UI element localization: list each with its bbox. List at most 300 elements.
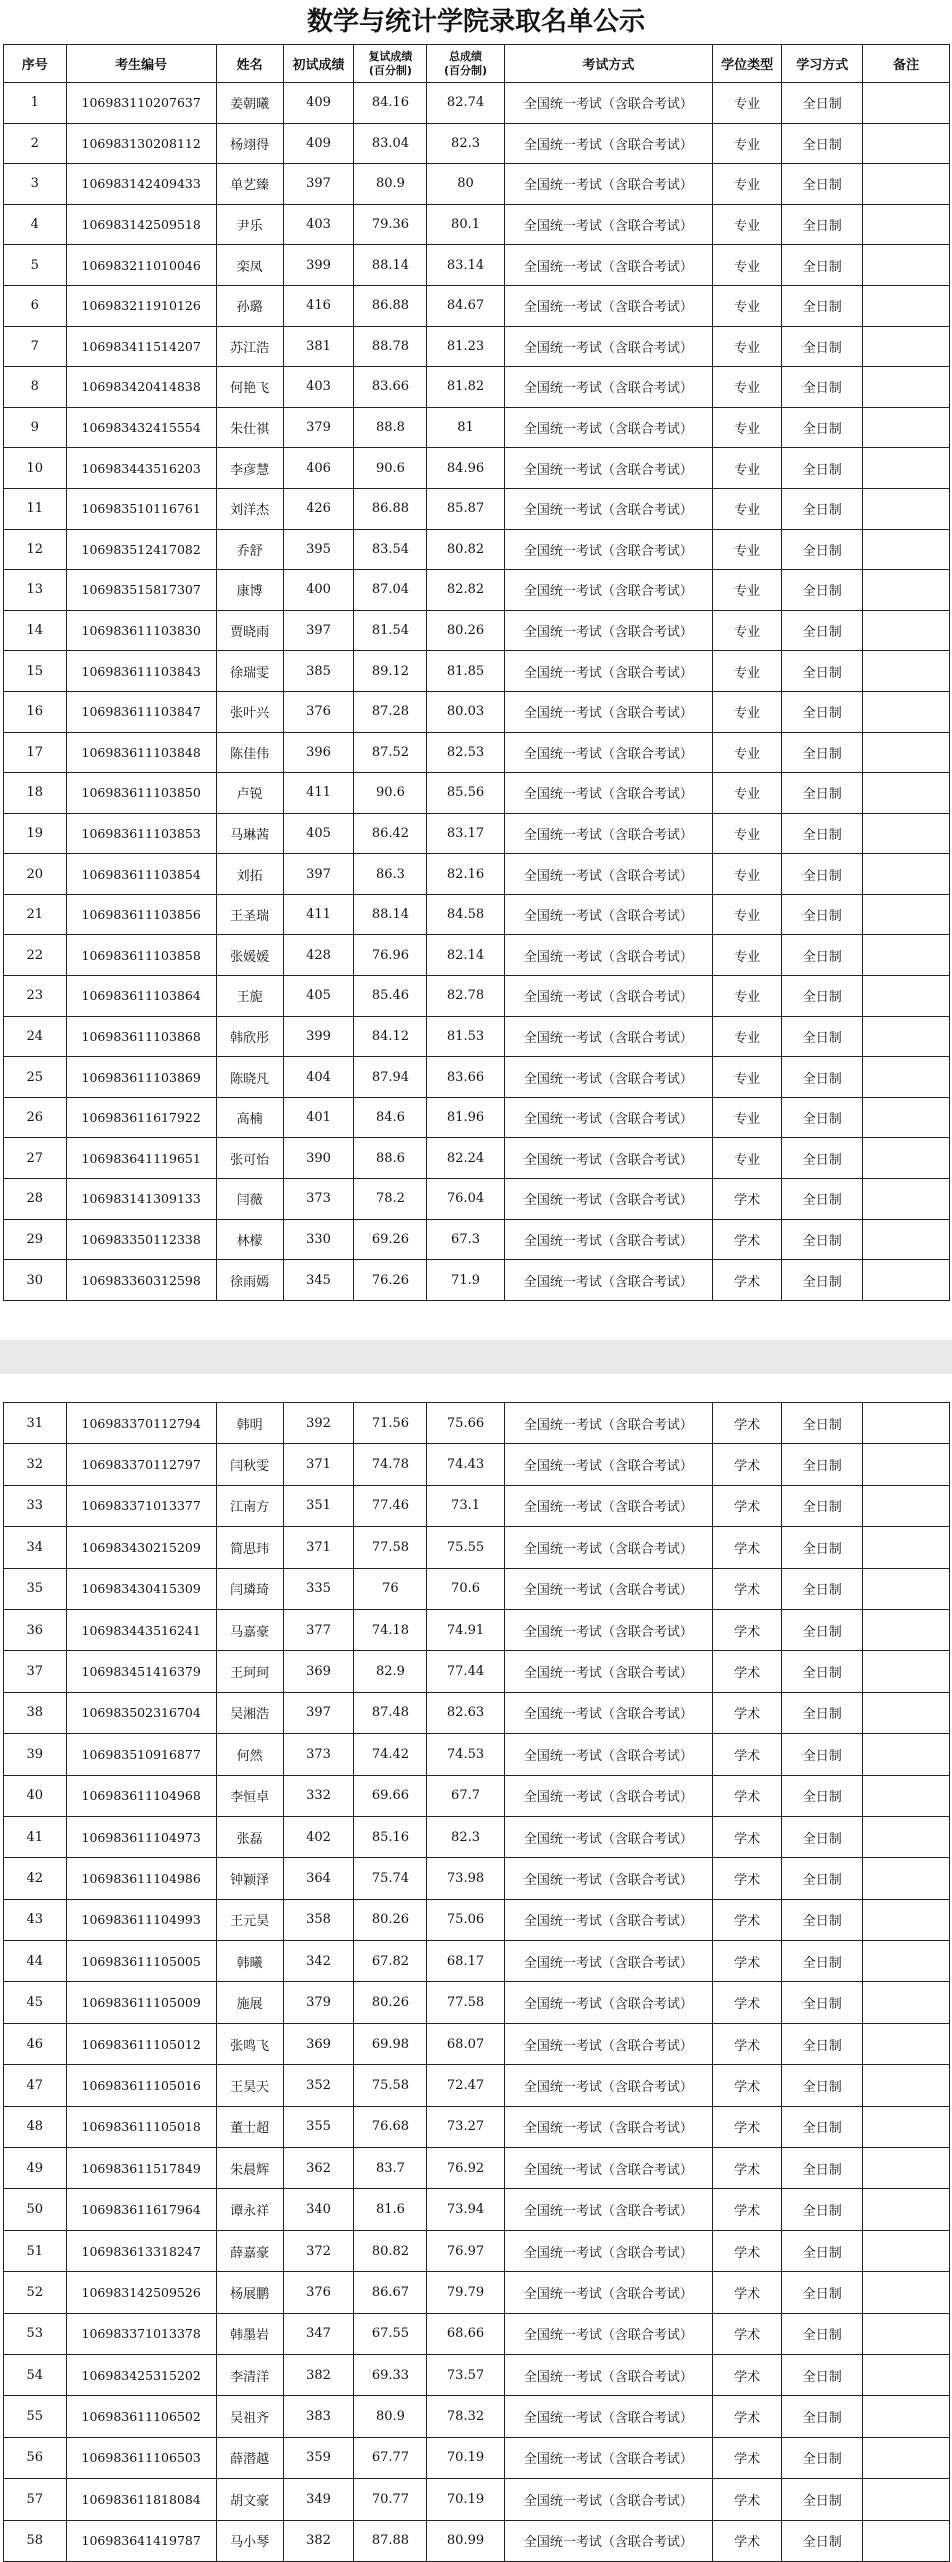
cell-exam-id: 106983443516241 bbox=[66, 1609, 216, 1650]
cell-initial-score: 330 bbox=[283, 1219, 354, 1260]
cell-retest-score: 75.74 bbox=[354, 1858, 427, 1899]
header-total-score bbox=[427, 45, 504, 83]
cell-seq: 31 bbox=[4, 1403, 67, 1444]
cell-degree-type: 学术 bbox=[713, 2354, 782, 2395]
cell-name: 陈佳伟 bbox=[216, 732, 283, 773]
cell-degree-type: 学术 bbox=[713, 1260, 782, 1301]
cell-study-mode: 全日制 bbox=[782, 1734, 863, 1775]
cell-study-mode: 全日制 bbox=[782, 2396, 863, 2437]
cell-retest-score: 67.77 bbox=[354, 2437, 427, 2478]
cell-study-mode: 全日制 bbox=[782, 732, 863, 773]
cell-retest-score: 78.2 bbox=[354, 1179, 427, 1220]
cell-initial-score: 349 bbox=[283, 2479, 354, 2520]
cell-exam-method: 全国统一考试（含联合考试） bbox=[504, 813, 713, 854]
cell-retest-score: 88.14 bbox=[354, 894, 427, 935]
cell-exam-id: 106983611105018 bbox=[66, 2106, 216, 2147]
cell-name: 李彦慧 bbox=[216, 448, 283, 489]
cell-degree-type: 学术 bbox=[713, 1219, 782, 1260]
cell-seq: 15 bbox=[4, 651, 67, 692]
cell-note bbox=[863, 2065, 950, 2106]
cell-seq: 39 bbox=[4, 1734, 67, 1775]
cell-study-mode: 全日制 bbox=[782, 1179, 863, 1220]
cell-retest-score: 76.26 bbox=[354, 1260, 427, 1301]
cell-exam-id: 106983142509518 bbox=[66, 204, 216, 245]
cell-seq: 11 bbox=[4, 488, 67, 529]
cell-exam-id: 106983611104986 bbox=[66, 1858, 216, 1899]
cell-exam-method: 全国统一考试（含联合考试） bbox=[504, 976, 713, 1017]
cell-total-score: 82.14 bbox=[427, 935, 504, 976]
cell-study-mode: 全日制 bbox=[782, 2065, 863, 2106]
cell-note bbox=[863, 2520, 950, 2561]
cell-name: 杨翊得 bbox=[216, 123, 283, 164]
cell-note bbox=[863, 1097, 950, 1138]
cell-name: 杨展鹏 bbox=[216, 2272, 283, 2313]
cell-seq: 50 bbox=[4, 2189, 67, 2230]
cell-retest-score: 67.82 bbox=[354, 1941, 427, 1982]
cell-seq: 18 bbox=[4, 773, 67, 814]
cell-initial-score: 399 bbox=[283, 1016, 354, 1057]
cell-name: 何然 bbox=[216, 1734, 283, 1775]
cell-exam-method: 全国统一考试（含联合考试） bbox=[504, 570, 713, 611]
cell-total-score: 82.24 bbox=[427, 1138, 504, 1179]
cell-total-score: 74.43 bbox=[427, 1444, 504, 1485]
cell-exam-method: 全国统一考试（含联合考试） bbox=[504, 123, 713, 164]
cell-exam-method: 全国统一考试（含联合考试） bbox=[504, 2023, 713, 2064]
cell-initial-score: 358 bbox=[283, 1899, 354, 1940]
cell-exam-method: 全国统一考试（含联合考试） bbox=[504, 1016, 713, 1057]
cell-total-score: 85.56 bbox=[427, 773, 504, 814]
cell-initial-score: 372 bbox=[283, 2230, 354, 2271]
cell-note bbox=[863, 204, 950, 245]
cell-exam-id: 106983512417082 bbox=[66, 529, 216, 570]
cell-study-mode: 全日制 bbox=[782, 813, 863, 854]
cell-total-score: 76.97 bbox=[427, 2230, 504, 2271]
cell-study-mode: 全日制 bbox=[782, 691, 863, 732]
cell-initial-score: 411 bbox=[283, 773, 354, 814]
cell-note bbox=[863, 1692, 950, 1733]
cell-name: 吴湘浩 bbox=[216, 1692, 283, 1733]
cell-study-mode: 全日制 bbox=[782, 1057, 863, 1098]
cell-note bbox=[863, 1982, 950, 2023]
cell-total-score: 82.82 bbox=[427, 570, 504, 611]
cell-degree-type: 专业 bbox=[713, 773, 782, 814]
cell-exam-id: 106983611617964 bbox=[66, 2189, 216, 2230]
cell-seq: 51 bbox=[4, 2230, 67, 2271]
cell-exam-method: 全国统一考试（含联合考试） bbox=[504, 1403, 713, 1444]
cell-note bbox=[863, 1527, 950, 1568]
cell-note bbox=[863, 1941, 950, 1982]
cell-seq: 4 bbox=[4, 204, 67, 245]
cell-retest-score: 76.68 bbox=[354, 2106, 427, 2147]
cell-exam-method: 全国统一考试（含联合考试） bbox=[504, 2479, 713, 2520]
cell-seq: 33 bbox=[4, 1485, 67, 1526]
table-row bbox=[4, 2479, 950, 2520]
cell-retest-score: 86.3 bbox=[354, 854, 427, 895]
cell-name: 苏江浩 bbox=[216, 326, 283, 367]
cell-total-score: 82.16 bbox=[427, 854, 504, 895]
cell-retest-score: 83.66 bbox=[354, 367, 427, 408]
cell-degree-type: 学术 bbox=[713, 1651, 782, 1692]
cell-name: 施展 bbox=[216, 1982, 283, 2023]
cell-retest-score: 85.46 bbox=[354, 976, 427, 1017]
cell-initial-score: 401 bbox=[283, 1097, 354, 1138]
cell-note bbox=[863, 1179, 950, 1220]
cell-note bbox=[863, 976, 950, 1017]
cell-exam-method: 全国统一考试（含联合考试） bbox=[504, 448, 713, 489]
cell-initial-score: 362 bbox=[283, 2148, 354, 2189]
cell-name: 王圣瑞 bbox=[216, 894, 283, 935]
cell-name: 吴祖齐 bbox=[216, 2396, 283, 2437]
cell-total-score: 71.9 bbox=[427, 1260, 504, 1301]
cell-initial-score: 405 bbox=[283, 976, 354, 1017]
cell-study-mode: 全日制 bbox=[782, 1444, 863, 1485]
cell-name: 尹乐 bbox=[216, 204, 283, 245]
cell-retest-score: 87.52 bbox=[354, 732, 427, 773]
cell-total-score: 82.74 bbox=[427, 83, 504, 124]
cell-name: 王昊天 bbox=[216, 2065, 283, 2106]
cell-seq: 40 bbox=[4, 1775, 67, 1816]
cell-degree-type: 专业 bbox=[713, 448, 782, 489]
cell-note bbox=[863, 1858, 950, 1899]
cell-degree-type: 学术 bbox=[713, 2023, 782, 2064]
cell-name: 栾凤 bbox=[216, 245, 283, 286]
cell-exam-id: 106983611104968 bbox=[66, 1775, 216, 1816]
header-exam-method: 考试方式 bbox=[504, 45, 713, 83]
cell-degree-type: 专业 bbox=[713, 813, 782, 854]
cell-total-score: 73.1 bbox=[427, 1485, 504, 1526]
table-row bbox=[4, 367, 950, 408]
cell-retest-score: 88.8 bbox=[354, 407, 427, 448]
cell-seq: 29 bbox=[4, 1219, 67, 1260]
cell-note bbox=[863, 2313, 950, 2354]
cell-initial-score: 403 bbox=[283, 367, 354, 408]
cell-degree-type: 学术 bbox=[713, 2230, 782, 2271]
cell-study-mode: 全日制 bbox=[782, 83, 863, 124]
cell-retest-score: 81.6 bbox=[354, 2189, 427, 2230]
cell-exam-id: 106983611617922 bbox=[66, 1097, 216, 1138]
cell-total-score: 80.03 bbox=[427, 691, 504, 732]
cell-degree-type: 学术 bbox=[713, 2106, 782, 2147]
cell-degree-type: 专业 bbox=[713, 1138, 782, 1179]
cell-seq: 56 bbox=[4, 2437, 67, 2478]
cell-exam-method: 全国统一考试（含联合考试） bbox=[504, 2354, 713, 2395]
cell-initial-score: 382 bbox=[283, 2520, 354, 2561]
cell-exam-id: 106983370112797 bbox=[66, 1444, 216, 1485]
cell-exam-method: 全国统一考试（含联合考试） bbox=[504, 2148, 713, 2189]
cell-exam-method: 全国统一考试（含联合考试） bbox=[504, 2106, 713, 2147]
cell-exam-method: 全国统一考试（含联合考试） bbox=[504, 2437, 713, 2478]
cell-study-mode: 全日制 bbox=[782, 164, 863, 205]
cell-degree-type: 学术 bbox=[713, 2189, 782, 2230]
cell-exam-method: 全国统一考试（含联合考试） bbox=[504, 773, 713, 814]
cell-name: 闫薇 bbox=[216, 1179, 283, 1220]
cell-study-mode: 全日制 bbox=[782, 2313, 863, 2354]
table-row bbox=[4, 1485, 950, 1526]
table-row bbox=[4, 1568, 950, 1609]
cell-seq: 38 bbox=[4, 1692, 67, 1733]
cell-note bbox=[863, 2272, 950, 2313]
table-row bbox=[4, 976, 950, 1017]
cell-study-mode: 全日制 bbox=[782, 854, 863, 895]
cell-total-score: 68.07 bbox=[427, 2023, 504, 2064]
cell-total-score: 84.58 bbox=[427, 894, 504, 935]
cell-total-score: 67.3 bbox=[427, 1219, 504, 1260]
cell-study-mode: 全日制 bbox=[782, 2230, 863, 2271]
cell-exam-id: 106983420414838 bbox=[66, 367, 216, 408]
table-row bbox=[4, 1444, 950, 1485]
cell-exam-id: 106983371013378 bbox=[66, 2313, 216, 2354]
cell-study-mode: 全日制 bbox=[782, 1527, 863, 1568]
cell-initial-score: 426 bbox=[283, 488, 354, 529]
cell-total-score: 70.19 bbox=[427, 2479, 504, 2520]
cell-exam-id: 106983611104993 bbox=[66, 1899, 216, 1940]
cell-seq: 52 bbox=[4, 2272, 67, 2313]
cell-total-score: 73.27 bbox=[427, 2106, 504, 2147]
cell-total-score: 68.17 bbox=[427, 1941, 504, 1982]
cell-exam-id: 106983350112338 bbox=[66, 1219, 216, 1260]
cell-exam-method: 全国统一考试（含联合考试） bbox=[504, 407, 713, 448]
cell-retest-score: 87.48 bbox=[354, 1692, 427, 1733]
table-row bbox=[4, 1734, 950, 1775]
cell-degree-type: 专业 bbox=[713, 1057, 782, 1098]
cell-note bbox=[863, 1609, 950, 1650]
cell-exam-method: 全国统一考试（含联合考试） bbox=[504, 285, 713, 326]
cell-note bbox=[863, 2230, 950, 2271]
cell-retest-score: 83.54 bbox=[354, 529, 427, 570]
cell-exam-method: 全国统一考试（含联合考试） bbox=[504, 1734, 713, 1775]
cell-study-mode: 全日制 bbox=[782, 1858, 863, 1899]
cell-total-score: 78.32 bbox=[427, 2396, 504, 2437]
cell-retest-score: 77.46 bbox=[354, 1485, 427, 1526]
cell-degree-type: 专业 bbox=[713, 732, 782, 773]
cell-exam-id: 106983611105005 bbox=[66, 1941, 216, 1982]
table-row bbox=[4, 1609, 950, 1650]
cell-retest-score: 71.56 bbox=[354, 1403, 427, 1444]
cell-degree-type: 学术 bbox=[713, 1403, 782, 1444]
cell-exam-id: 106983510916877 bbox=[66, 1734, 216, 1775]
cell-degree-type: 学术 bbox=[713, 1692, 782, 1733]
table-row bbox=[4, 854, 950, 895]
cell-study-mode: 全日制 bbox=[782, 2520, 863, 2561]
cell-seq: 54 bbox=[4, 2354, 67, 2395]
cell-retest-score: 90.6 bbox=[354, 448, 427, 489]
table-row bbox=[4, 448, 950, 489]
cell-seq: 3 bbox=[4, 164, 67, 205]
cell-study-mode: 全日制 bbox=[782, 123, 863, 164]
cell-degree-type: 学术 bbox=[713, 2437, 782, 2478]
cell-initial-score: 409 bbox=[283, 83, 354, 124]
cell-total-score: 73.57 bbox=[427, 2354, 504, 2395]
cell-degree-type: 专业 bbox=[713, 1016, 782, 1057]
cell-note bbox=[863, 326, 950, 367]
cell-initial-score: 403 bbox=[283, 204, 354, 245]
cell-total-score: 77.44 bbox=[427, 1651, 504, 1692]
cell-retest-score: 75.58 bbox=[354, 2065, 427, 2106]
cell-exam-id: 106983611103858 bbox=[66, 935, 216, 976]
cell-study-mode: 全日制 bbox=[782, 285, 863, 326]
cell-exam-method: 全国统一考试（含联合考试） bbox=[504, 1138, 713, 1179]
table-row bbox=[4, 1097, 950, 1138]
cell-retest-score: 70.77 bbox=[354, 2479, 427, 2520]
cell-seq: 55 bbox=[4, 2396, 67, 2437]
cell-initial-score: 371 bbox=[283, 1444, 354, 1485]
cell-study-mode: 全日制 bbox=[782, 1899, 863, 1940]
cell-study-mode: 全日制 bbox=[782, 570, 863, 611]
cell-retest-score: 88.6 bbox=[354, 1138, 427, 1179]
cell-exam-method: 全国统一考试（含联合考试） bbox=[504, 2520, 713, 2561]
table-row bbox=[4, 2313, 950, 2354]
cell-initial-score: 396 bbox=[283, 732, 354, 773]
cell-degree-type: 专业 bbox=[713, 407, 782, 448]
cell-note bbox=[863, 1899, 950, 1940]
table-row bbox=[4, 2230, 950, 2271]
cell-study-mode: 全日制 bbox=[782, 773, 863, 814]
cell-seq: 43 bbox=[4, 1899, 67, 1940]
cell-initial-score: 332 bbox=[283, 1775, 354, 1816]
cell-study-mode: 全日制 bbox=[782, 448, 863, 489]
cell-exam-id: 106983611818084 bbox=[66, 2479, 216, 2520]
cell-retest-score: 74.78 bbox=[354, 1444, 427, 1485]
cell-note bbox=[863, 2023, 950, 2064]
cell-degree-type: 学术 bbox=[713, 1568, 782, 1609]
cell-name: 韩墨岩 bbox=[216, 2313, 283, 2354]
cell-retest-score: 67.55 bbox=[354, 2313, 427, 2354]
header-retest-label: 复试成绩 bbox=[368, 49, 413, 63]
cell-initial-score: 385 bbox=[283, 651, 354, 692]
cell-initial-score: 347 bbox=[283, 2313, 354, 2354]
cell-note bbox=[863, 1403, 950, 1444]
cell-initial-score: 402 bbox=[283, 1816, 354, 1857]
cell-total-score: 79.79 bbox=[427, 2272, 504, 2313]
cell-exam-method: 全国统一考试（含联合考试） bbox=[504, 1941, 713, 1982]
cell-seq: 53 bbox=[4, 2313, 67, 2354]
cell-study-mode: 全日制 bbox=[782, 529, 863, 570]
cell-name: 马小琴 bbox=[216, 2520, 283, 2561]
cell-study-mode: 全日制 bbox=[782, 2479, 863, 2520]
cell-degree-type: 专业 bbox=[713, 83, 782, 124]
cell-name: 何艳飞 bbox=[216, 367, 283, 408]
cell-retest-score: 80.26 bbox=[354, 1899, 427, 1940]
table-row bbox=[4, 2354, 950, 2395]
cell-note bbox=[863, 1734, 950, 1775]
table-body-page-1 bbox=[4, 83, 950, 1301]
cell-degree-type: 学术 bbox=[713, 1527, 782, 1568]
cell-seq: 47 bbox=[4, 2065, 67, 2106]
cell-retest-score: 90.6 bbox=[354, 773, 427, 814]
cell-total-score: 81.53 bbox=[427, 1016, 504, 1057]
cell-note bbox=[863, 448, 950, 489]
table-body-page-2 bbox=[4, 1403, 950, 2562]
cell-exam-method: 全国统一考试（含联合考试） bbox=[504, 164, 713, 205]
cell-name: 孙璐 bbox=[216, 285, 283, 326]
cell-name: 张媛媛 bbox=[216, 935, 283, 976]
cell-note bbox=[863, 2396, 950, 2437]
cell-study-mode: 全日制 bbox=[782, 1403, 863, 1444]
cell-exam-method: 全国统一考试（含联合考试） bbox=[504, 1444, 713, 1485]
table-row bbox=[4, 1260, 950, 1301]
cell-total-score: 73.94 bbox=[427, 2189, 504, 2230]
cell-degree-type: 学术 bbox=[713, 1775, 782, 1816]
cell-retest-score: 77.58 bbox=[354, 1527, 427, 1568]
table-row bbox=[4, 2148, 950, 2189]
cell-degree-type: 专业 bbox=[713, 123, 782, 164]
cell-name: 薛潜越 bbox=[216, 2437, 283, 2478]
cell-initial-score: 405 bbox=[283, 813, 354, 854]
cell-seq: 7 bbox=[4, 326, 67, 367]
table-row bbox=[4, 610, 950, 651]
cell-exam-id: 106983430215209 bbox=[66, 1527, 216, 1568]
cell-exam-id: 106983443516203 bbox=[66, 448, 216, 489]
table-row bbox=[4, 83, 950, 124]
cell-retest-score: 69.26 bbox=[354, 1219, 427, 1260]
table-header-row bbox=[4, 45, 950, 83]
cell-name: 董士超 bbox=[216, 2106, 283, 2147]
cell-total-score: 74.91 bbox=[427, 1609, 504, 1650]
cell-study-mode: 全日制 bbox=[782, 1485, 863, 1526]
cell-degree-type: 学术 bbox=[713, 2520, 782, 2561]
cell-retest-score: 86.88 bbox=[354, 285, 427, 326]
header-note: 备注 bbox=[863, 45, 950, 83]
cell-note bbox=[863, 1775, 950, 1816]
cell-retest-score: 88.14 bbox=[354, 245, 427, 286]
cell-total-score: 72.47 bbox=[427, 2065, 504, 2106]
cell-name: 卢锐 bbox=[216, 773, 283, 814]
cell-note bbox=[863, 732, 950, 773]
cell-exam-method: 全国统一考试（含联合考试） bbox=[504, 1775, 713, 1816]
cell-exam-id: 106983451416379 bbox=[66, 1651, 216, 1692]
cell-name: 姜朝曦 bbox=[216, 83, 283, 124]
cell-name: 李清洋 bbox=[216, 2354, 283, 2395]
cell-exam-method: 全国统一考试（含联合考试） bbox=[504, 1816, 713, 1857]
header-total-sub: (百分制) bbox=[443, 63, 488, 77]
cell-exam-method: 全国统一考试（含联合考试） bbox=[504, 1899, 713, 1940]
cell-exam-id: 106983611103854 bbox=[66, 854, 216, 895]
cell-total-score: 70.19 bbox=[427, 2437, 504, 2478]
cell-note bbox=[863, 610, 950, 651]
table-row bbox=[4, 529, 950, 570]
cell-degree-type: 学术 bbox=[713, 1485, 782, 1526]
cell-initial-score: 406 bbox=[283, 448, 354, 489]
cell-seq: 46 bbox=[4, 2023, 67, 2064]
cell-initial-score: 397 bbox=[283, 164, 354, 205]
admission-table-page-2 bbox=[3, 1402, 950, 2562]
cell-study-mode: 全日制 bbox=[782, 245, 863, 286]
table-row bbox=[4, 651, 950, 692]
cell-note bbox=[863, 1485, 950, 1526]
table-row bbox=[4, 1219, 950, 1260]
cell-note bbox=[863, 1138, 950, 1179]
cell-total-score: 81.96 bbox=[427, 1097, 504, 1138]
cell-retest-score: 88.78 bbox=[354, 326, 427, 367]
cell-exam-method: 全国统一考试（含联合考试） bbox=[504, 1609, 713, 1650]
cell-retest-score: 69.66 bbox=[354, 1775, 427, 1816]
page-break-gap bbox=[0, 1340, 952, 1374]
cell-total-score: 74.53 bbox=[427, 1734, 504, 1775]
cell-seq: 12 bbox=[4, 529, 67, 570]
cell-note bbox=[863, 651, 950, 692]
cell-note bbox=[863, 691, 950, 732]
cell-name: 张可怡 bbox=[216, 1138, 283, 1179]
cell-exam-id: 106983611105012 bbox=[66, 2023, 216, 2064]
cell-name: 马琳茜 bbox=[216, 813, 283, 854]
cell-name: 张磊 bbox=[216, 1816, 283, 1857]
cell-study-mode: 全日制 bbox=[782, 1692, 863, 1733]
cell-initial-score: 352 bbox=[283, 2065, 354, 2106]
cell-exam-method: 全国统一考试（含联合考试） bbox=[504, 2230, 713, 2271]
cell-name: 张鸣飞 bbox=[216, 2023, 283, 2064]
cell-name: 王元昊 bbox=[216, 1899, 283, 1940]
page-title: 数学与统计学院录取名单公示 bbox=[306, 7, 645, 37]
